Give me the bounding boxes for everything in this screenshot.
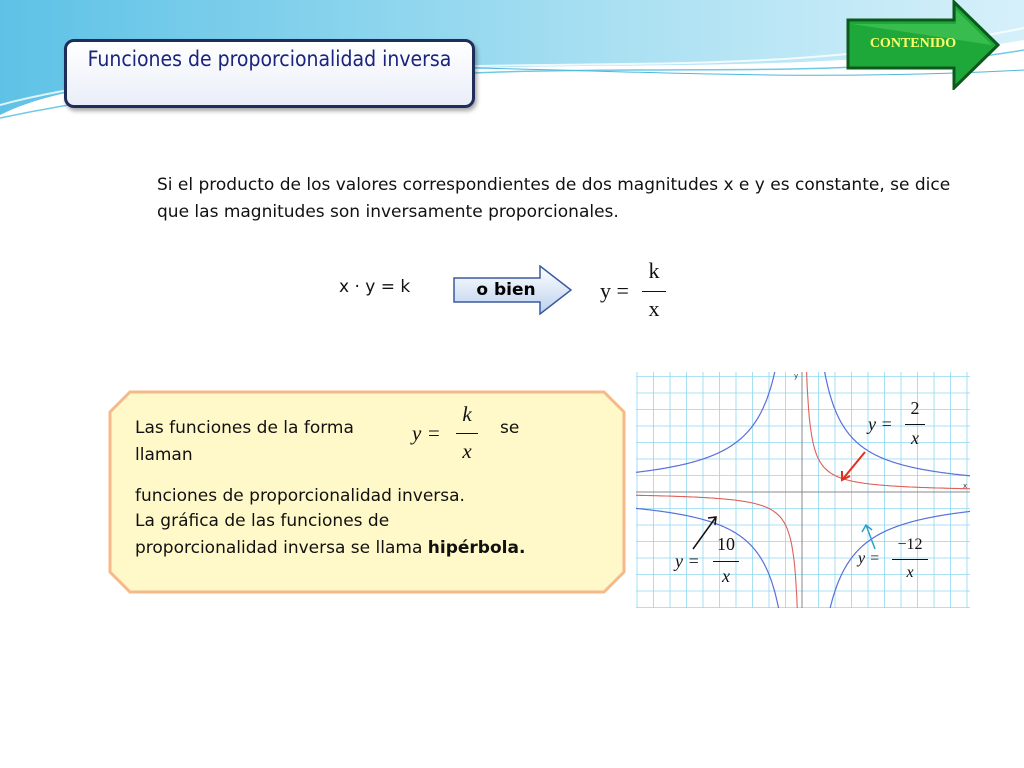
y-axis-label: y [794,372,799,380]
label-2-bar [713,561,739,562]
label-3-lhs: y = [858,550,880,567]
o-bien-label: o bien [476,280,536,300]
label-y-minus-12-over-x [858,536,932,588]
card-line-5-text: proporcionalidad inversa se llama [135,538,428,558]
page-title-box [64,39,475,108]
card-formula-denominator: x [462,439,472,463]
label-y-2-over-x [868,398,928,454]
intro-paragraph: Si el producto de los valores correspondientes de dos magnitudes x e y es constante, se dice que las magnitudes son inversamente proporcionales. [157,175,951,222]
fraction-bar [642,291,666,292]
label-3-den: x [906,564,914,581]
label-2-lhs: y = [675,551,700,571]
card-line-3: funciones de proporcionalidad inversa. [135,486,465,506]
label-1-bar [905,424,925,425]
x-axis-label: x [963,482,968,490]
page-title: Funciones de proporcionalidad inversa [87,47,452,71]
card-line-1-end: se [500,418,520,438]
hiperbola-term: hipérbola. [427,538,526,558]
card-line-2: llaman [135,445,193,465]
formula-denominator: x [648,296,660,321]
label-2-num: 10 [717,534,735,554]
card-formula-numerator: k [462,402,472,426]
label-3-bar [892,559,928,560]
inverse-formula [600,258,670,324]
formula-lhs: y = [600,278,629,303]
product-equation: x · y = k [339,277,411,297]
card-line-5 [135,535,525,561]
card-formula [412,402,482,466]
card-line-1: Las funciones de la forma [135,418,354,438]
contenido-label[interactable]: CONTENIDO [869,36,957,51]
card-fraction-bar [456,433,478,434]
label-1-den: x [911,428,919,448]
label-1-lhs: y = [868,414,893,434]
card-line-4: La gráfica de las funciones de [135,511,390,531]
label-1-num: 2 [910,398,920,418]
label-3-num: −12 [897,536,923,553]
formula-numerator: k [648,258,660,283]
card-formula-lhs: y = [412,421,441,445]
label-y-10-over-x [675,534,745,590]
label-2-den: x [722,566,730,586]
